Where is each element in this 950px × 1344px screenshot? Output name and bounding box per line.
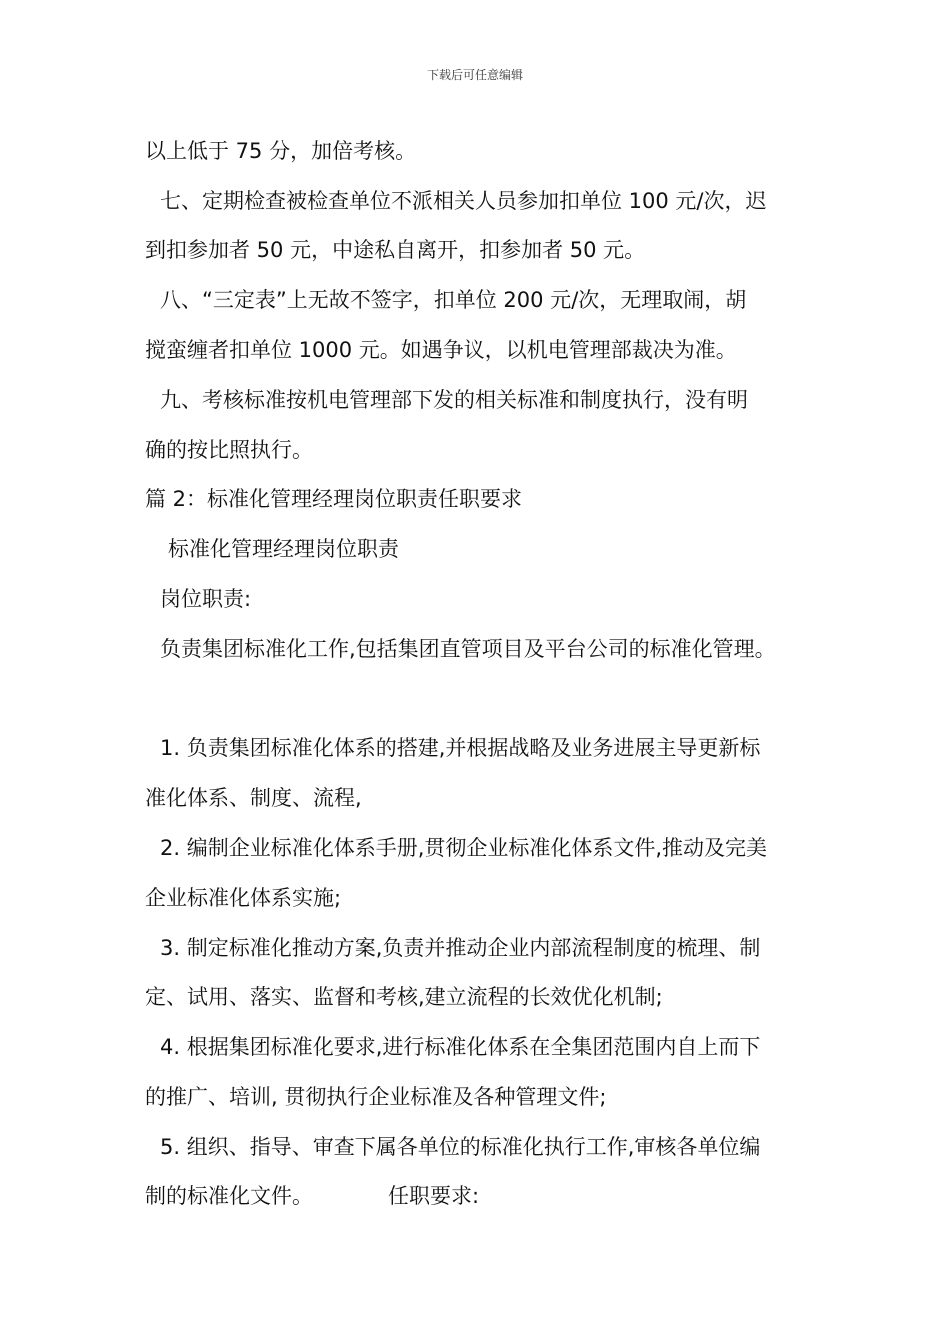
list-item: 5. 组织、指导、审查下属各单位的标准化执行工作,审核各单位编	[160, 1135, 761, 1159]
text-line: 负责集团标准化工作,包括集团直管项目及平台公司的标准化管理。	[160, 637, 776, 661]
text-line: 确的按比照执行。	[145, 438, 313, 462]
text-line: 以上低于 75 分，加倍考核。	[145, 139, 417, 163]
text-line: 制的标准化文件。	[145, 1184, 313, 1208]
list-item: 1. 负责集团标准化体系的搭建,并根据战略及业务进展主导更新标	[160, 736, 761, 760]
text-line: 九、考核标准按机电管理部下发的相关标准和制度执行，没有明	[160, 388, 748, 412]
list-item: 4. 根据集团标准化要求,进行标准化体系在全集团范围内自上而下	[160, 1035, 761, 1059]
subheading: 任职要求:	[388, 1184, 480, 1208]
list-item: 2. 编制企业标准化体系手册,贯彻企业标准化体系文件,推动及完美	[160, 836, 768, 860]
text-line: 企业标准化体系实施;	[145, 886, 342, 910]
subheading: 标准化管理经理岗位职责	[168, 537, 399, 561]
list-item: 3. 制定标准化推动方案,负责并推动企业内部流程制度的梳理、制	[160, 936, 761, 960]
text-line: 准化体系、制度、流程,	[145, 786, 362, 810]
text-line: 定、试用、落实、监督和考核,建立流程的长效优化机制;	[145, 985, 663, 1009]
text-line: 八、“三定表”上无故不签字，扣单位 200 元/次，无理取闹，胡	[160, 288, 747, 312]
text-line: 搅蛮缠者扣单位 1000 元。如遇争议，以机电管理部裁决为准。	[145, 338, 737, 362]
text-line: 七、定期检查被检查单位不派相关人员参加扣单位 100 元/次，迟	[160, 189, 767, 213]
text-line: 的推广、培训, 贯彻执行企业标准及各种管理文件;	[145, 1085, 607, 1109]
text-line: 到扣参加者 50 元，中途私自离开，扣参加者 50 元。	[145, 238, 646, 262]
text-line: 岗位职责:	[160, 587, 252, 611]
section-heading: 篇 2：标准化管理经理岗位职责任职要求	[145, 487, 523, 511]
page-header: 下载后可任意编辑	[426, 68, 523, 82]
